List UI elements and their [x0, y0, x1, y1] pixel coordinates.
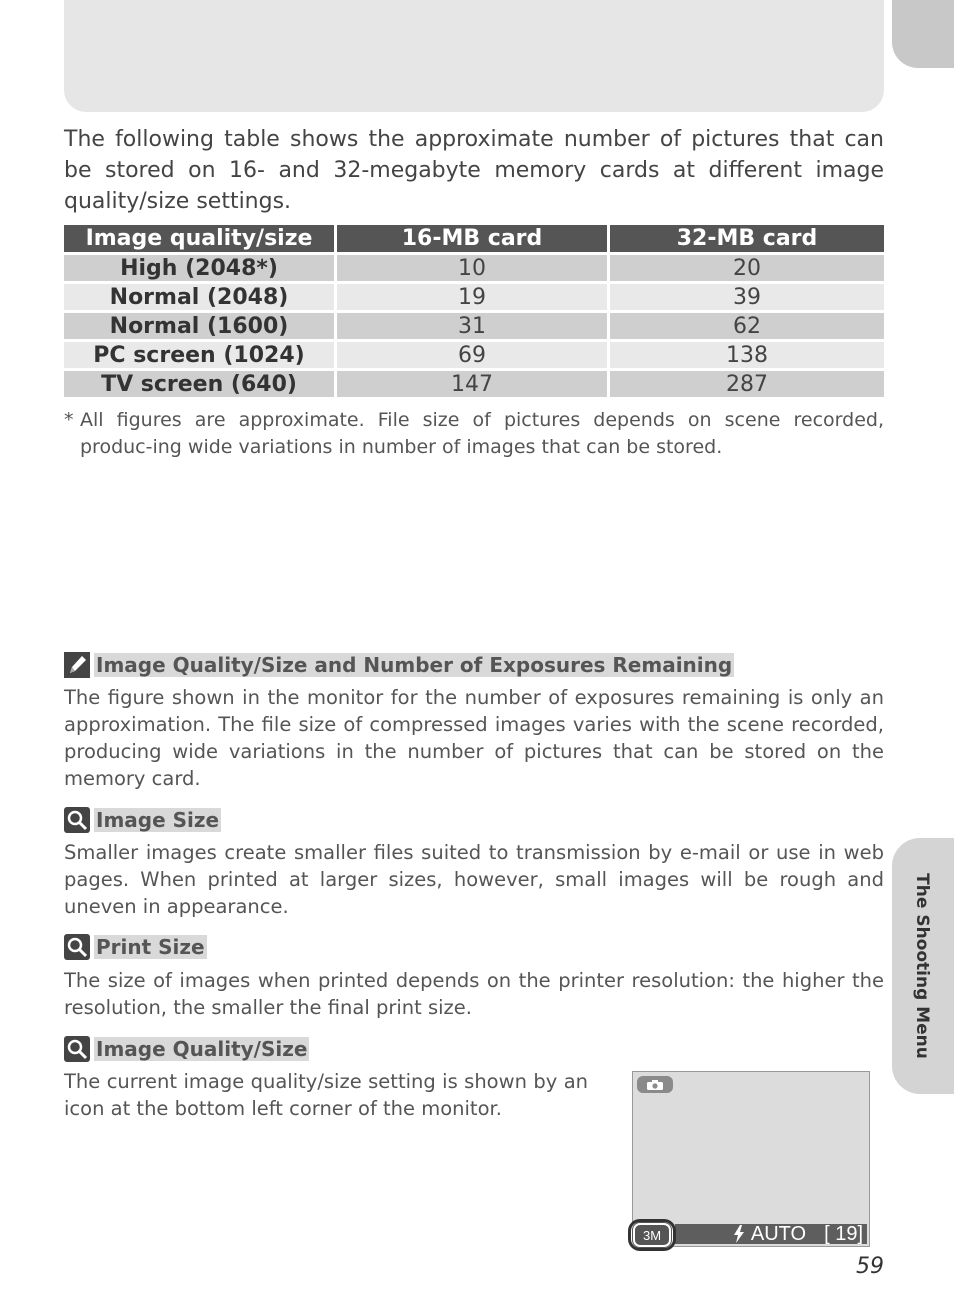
- top-thumb-tab: [892, 0, 954, 68]
- cell-32mb: 62: [610, 310, 884, 339]
- intro-paragraph: The following table shows the approximate number of pictures that can be stored on 16- and 32-megabyte memory cards at different image quality/size settings.: [64, 127, 884, 214]
- flash-icon: [733, 1225, 745, 1243]
- capacity-table: [64, 225, 884, 397]
- section-title: Print Size: [96, 935, 205, 959]
- cell-16mb: 10: [337, 252, 610, 281]
- monitor-status-bar: [675, 1224, 867, 1244]
- section-title: Image Size: [96, 808, 220, 832]
- magnifier-icon: [64, 1036, 90, 1062]
- top-shaded-box: [64, 0, 884, 112]
- cell-quality: Normal (2048): [64, 281, 337, 310]
- image-quality-label: 3M: [633, 1223, 671, 1247]
- cell-quality: High (2048*): [64, 252, 337, 281]
- table-row: [64, 310, 884, 339]
- camera-icon: [637, 1076, 673, 1093]
- cell-16mb: 31: [337, 310, 610, 339]
- section-heading: [64, 651, 734, 679]
- cell-16mb: 19: [337, 281, 610, 310]
- footnote-marker: *: [64, 409, 74, 431]
- cell-quality: PC screen (1024): [64, 339, 337, 368]
- section-heading: [64, 806, 221, 834]
- table-header-row: [64, 225, 884, 252]
- cell-quality: Normal (1600): [64, 310, 337, 339]
- section-body: Smaller images create smaller files suited to transmission by e-mail or use in web pages. When printed at larger sizes, however, small images will be rough and uneven in appearance.: [64, 841, 884, 918]
- cell-16mb: 147: [337, 368, 610, 397]
- table-row: [64, 281, 884, 310]
- magnifier-icon: [64, 807, 90, 833]
- section-body: The figure shown in the monitor for the number of exposures remaining is only an approximation. The file size of compressed images varies with the scene recorded, producing wide variations in the number of pictures that can be stored on the memory card.: [64, 686, 884, 790]
- image-quality-icon: [628, 1219, 676, 1251]
- cell-16mb: 69: [337, 339, 610, 368]
- cell-32mb: 287: [610, 368, 884, 397]
- cell-32mb: 20: [610, 252, 884, 281]
- cell-quality: TV screen (640): [64, 368, 337, 397]
- section-body: The size of images when printed depends on the printer resolution: the higher the resolution, the smaller the final print size.: [64, 969, 884, 1019]
- table-row: [64, 339, 884, 368]
- section-title: Image Quality/Size and Number of Exposures Remaining: [96, 653, 733, 677]
- header-32mb: 32-MB card: [610, 225, 884, 252]
- side-tab-label: The Shooting Menu: [912, 873, 932, 1059]
- table-row: [64, 252, 884, 281]
- flash-mode-label: AUTO: [750, 1222, 807, 1245]
- monitor-illustration: [632, 1071, 870, 1247]
- exposures-remaining: [ 19]: [824, 1222, 863, 1245]
- footnote-text: All figures are approximate. File size of pictures depends on scene recorded, produc-ing wide variations in number of images that can be stored.: [80, 409, 884, 458]
- magnifier-icon: [64, 934, 90, 960]
- header-16mb: 16-MB card: [337, 225, 610, 252]
- page-number: 59: [856, 1254, 884, 1279]
- cell-32mb: 39: [610, 281, 884, 310]
- note-pencil-icon: [64, 652, 90, 678]
- table-row: [64, 368, 884, 397]
- header-quality: Image quality/size: [64, 225, 337, 252]
- table-footnote: [64, 407, 884, 461]
- section-body: The current image quality/size setting is shown by an icon at the bottom left corner of the monitor.: [64, 1070, 588, 1120]
- section-heading: [64, 1035, 309, 1063]
- cell-32mb: 138: [610, 339, 884, 368]
- section-heading: [64, 933, 207, 961]
- section-title: Image Quality/Size: [96, 1037, 308, 1061]
